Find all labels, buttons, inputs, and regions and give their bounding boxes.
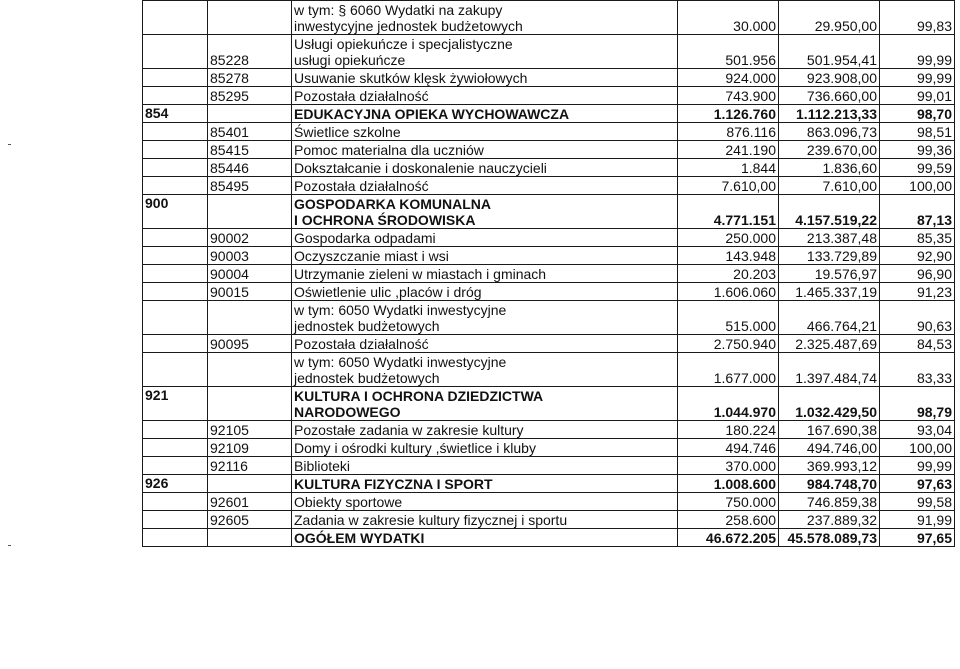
executed-cell: 2.325.487,69 bbox=[779, 335, 880, 353]
table-row bbox=[143, 141, 955, 159]
expenditure-table bbox=[142, 0, 955, 547]
executed-cell: 4.157.519,22 bbox=[779, 195, 880, 229]
dzial-cell bbox=[143, 1, 208, 35]
table-row bbox=[143, 177, 955, 195]
executed-cell: 239.670,00 bbox=[779, 141, 880, 159]
description-cell bbox=[292, 195, 678, 229]
description-line: Usługi opiekuńcze i specjalistyczne bbox=[294, 36, 513, 52]
table-row bbox=[143, 439, 955, 457]
description-line: Pozostałe zadania w zakresie kultury bbox=[294, 422, 524, 438]
dzial-cell: 921 bbox=[143, 387, 208, 421]
plan-cell: 1.677.000 bbox=[678, 353, 779, 387]
executed-cell: 501.954,41 bbox=[779, 35, 880, 69]
rozdzial-cell: 85446 bbox=[208, 159, 292, 177]
percent-cell: 99,36 bbox=[880, 141, 955, 159]
plan-cell: 4.771.151 bbox=[678, 195, 779, 229]
rozdzial-cell: 90002 bbox=[208, 229, 292, 247]
description-cell bbox=[292, 301, 678, 335]
dzial-cell bbox=[143, 457, 208, 475]
rozdzial-cell: 92109 bbox=[208, 439, 292, 457]
table-row bbox=[143, 511, 955, 529]
description-cell bbox=[292, 87, 678, 105]
executed-cell: 746.859,38 bbox=[779, 493, 880, 511]
description-cell bbox=[292, 35, 678, 69]
rozdzial-cell: 92601 bbox=[208, 493, 292, 511]
percent-cell: 92,90 bbox=[880, 247, 955, 265]
executed-cell: 167.690,38 bbox=[779, 421, 880, 439]
description-line: Pomoc materialna dla uczniów bbox=[294, 142, 484, 158]
executed-cell: 133.729,89 bbox=[779, 247, 880, 265]
executed-cell: 1.112.213,33 bbox=[779, 105, 880, 123]
executed-cell: 863.096,73 bbox=[779, 123, 880, 141]
table-row bbox=[143, 421, 955, 439]
dzial-cell bbox=[143, 159, 208, 177]
plan-cell: 250.000 bbox=[678, 229, 779, 247]
rozdzial-cell: 85495 bbox=[208, 177, 292, 195]
executed-cell: 736.660,00 bbox=[779, 87, 880, 105]
plan-cell: 515.000 bbox=[678, 301, 779, 335]
plan-cell: 1.008.600 bbox=[678, 475, 779, 493]
rozdzial-cell: 90015 bbox=[208, 283, 292, 301]
description-line: inwestycyjne jednostek budżetowych bbox=[294, 18, 523, 34]
executed-cell: 1.836,60 bbox=[779, 159, 880, 177]
section-row bbox=[143, 105, 955, 123]
description-line: Usuwanie skutków klęsk żywiołowych bbox=[294, 70, 528, 86]
executed-cell: 213.387,48 bbox=[779, 229, 880, 247]
percent-cell: 99,01 bbox=[880, 87, 955, 105]
description-line: Oświetlenie ulic ,placów i dróg bbox=[294, 284, 482, 300]
description-line: Oczyszczanie miast i wsi bbox=[294, 248, 449, 264]
percent-cell: 97,65 bbox=[880, 529, 955, 547]
percent-cell: 99,59 bbox=[880, 159, 955, 177]
dzial-cell bbox=[143, 511, 208, 529]
executed-cell: 923.908,00 bbox=[779, 69, 880, 87]
description-cell bbox=[292, 159, 678, 177]
dzial-cell bbox=[143, 265, 208, 283]
description-line: Utrzymanie zieleni w miastach i gminach bbox=[294, 266, 547, 282]
executed-cell: 1.465.337,19 bbox=[779, 283, 880, 301]
detail-row bbox=[143, 353, 955, 387]
dzial-cell bbox=[143, 87, 208, 105]
description-cell bbox=[292, 439, 678, 457]
description-line: Obiekty sportowe bbox=[294, 494, 403, 510]
description-cell bbox=[292, 123, 678, 141]
dzial-cell bbox=[143, 353, 208, 387]
rozdzial-cell bbox=[208, 1, 292, 35]
dzial-cell: 854 bbox=[143, 105, 208, 123]
percent-cell: 93,04 bbox=[880, 421, 955, 439]
executed-cell: 1.032.429,50 bbox=[779, 387, 880, 421]
plan-cell: 180.224 bbox=[678, 421, 779, 439]
description-line: w tym: 6050 Wydatki inwestycyjne bbox=[294, 354, 507, 370]
rozdzial-cell: 92105 bbox=[208, 421, 292, 439]
detail-row bbox=[143, 301, 955, 335]
description-cell bbox=[292, 457, 678, 475]
table-row bbox=[143, 87, 955, 105]
rozdzial-cell: 85278 bbox=[208, 69, 292, 87]
description-cell bbox=[292, 511, 678, 529]
table-row bbox=[143, 283, 955, 301]
description-cell bbox=[292, 475, 678, 493]
rozdzial-cell: 90095 bbox=[208, 335, 292, 353]
rozdzial-cell bbox=[208, 475, 292, 493]
description-line: KULTURA FIZYCZNA I SPORT bbox=[294, 476, 493, 492]
section-row bbox=[143, 195, 955, 229]
plan-cell: 258.600 bbox=[678, 511, 779, 529]
scan-mark bbox=[8, 144, 11, 145]
percent-cell: 99,99 bbox=[880, 35, 955, 69]
dzial-cell bbox=[143, 123, 208, 141]
plan-cell: 1.044.970 bbox=[678, 387, 779, 421]
description-line: Pozostała działalność bbox=[294, 88, 429, 104]
executed-cell: 494.746,00 bbox=[779, 439, 880, 457]
rozdzial-cell: 85401 bbox=[208, 123, 292, 141]
percent-cell: 91,23 bbox=[880, 283, 955, 301]
description-line: KULTURA I OCHRONA DZIEDZICTWA bbox=[294, 388, 544, 404]
percent-cell: 87,13 bbox=[880, 195, 955, 229]
plan-cell: 143.948 bbox=[678, 247, 779, 265]
executed-cell: 237.889,32 bbox=[779, 511, 880, 529]
plan-cell: 501.956 bbox=[678, 35, 779, 69]
plan-cell: 370.000 bbox=[678, 457, 779, 475]
description-cell bbox=[292, 105, 678, 123]
executed-cell: 984.748,70 bbox=[779, 475, 880, 493]
executed-cell: 466.764,21 bbox=[779, 301, 880, 335]
rozdzial-cell bbox=[208, 301, 292, 335]
percent-cell: 97,63 bbox=[880, 475, 955, 493]
dzial-cell bbox=[143, 439, 208, 457]
description-cell bbox=[292, 529, 678, 547]
table-row bbox=[143, 35, 955, 69]
rozdzial-cell bbox=[208, 387, 292, 421]
percent-cell: 83,33 bbox=[880, 353, 955, 387]
description-line: OGÓŁEM WYDATKI bbox=[294, 530, 425, 546]
description-line: Pozostała działalność bbox=[294, 336, 429, 352]
percent-cell: 85,35 bbox=[880, 229, 955, 247]
description-line: EDUKACYJNA OPIEKA WYCHOWAWCZA bbox=[294, 106, 570, 122]
rozdzial-cell: 90004 bbox=[208, 265, 292, 283]
description-cell bbox=[292, 493, 678, 511]
dzial-cell bbox=[143, 283, 208, 301]
plan-cell: 241.190 bbox=[678, 141, 779, 159]
description-line: I OCHRONA ŚRODOWISKA bbox=[294, 212, 476, 228]
table-row bbox=[143, 457, 955, 475]
percent-cell: 98,51 bbox=[880, 123, 955, 141]
dzial-cell bbox=[143, 493, 208, 511]
percent-cell: 90,63 bbox=[880, 301, 955, 335]
table-row bbox=[143, 493, 955, 511]
description-cell bbox=[292, 387, 678, 421]
dzial-cell: 926 bbox=[143, 475, 208, 493]
rozdzial-cell: 85415 bbox=[208, 141, 292, 159]
description-line: Domy i ośrodki kultury ,świetlice i kluby bbox=[294, 440, 536, 456]
plan-cell: 924.000 bbox=[678, 69, 779, 87]
percent-cell: 99,99 bbox=[880, 69, 955, 87]
percent-cell: 100,00 bbox=[880, 439, 955, 457]
percent-cell: 99,99 bbox=[880, 457, 955, 475]
section-row bbox=[143, 475, 955, 493]
description-cell bbox=[292, 1, 678, 35]
detail-row bbox=[143, 1, 955, 35]
expenditure-table-body bbox=[143, 1, 955, 547]
plan-cell: 1.844 bbox=[678, 159, 779, 177]
table-row bbox=[143, 69, 955, 87]
executed-cell: 19.576,97 bbox=[779, 265, 880, 283]
description-cell bbox=[292, 283, 678, 301]
description-line: Dokształcanie i doskonalenie nauczycieli bbox=[294, 160, 547, 176]
scan-mark bbox=[8, 545, 11, 546]
description-line: Świetlice szkolne bbox=[294, 124, 401, 140]
rozdzial-cell bbox=[208, 195, 292, 229]
dzial-cell bbox=[143, 141, 208, 159]
table-row bbox=[143, 265, 955, 283]
plan-cell: 750.000 bbox=[678, 493, 779, 511]
rozdzial-cell: 92116 bbox=[208, 457, 292, 475]
description-cell bbox=[292, 421, 678, 439]
description-cell bbox=[292, 141, 678, 159]
description-line: Biblioteki bbox=[294, 458, 351, 474]
table-row bbox=[143, 229, 955, 247]
plan-cell: 494.746 bbox=[678, 439, 779, 457]
plan-cell: 7.610,00 bbox=[678, 177, 779, 195]
executed-cell: 45.578.089,73 bbox=[779, 529, 880, 547]
description-cell bbox=[292, 69, 678, 87]
description-line: Gospodarka odpadami bbox=[294, 230, 436, 246]
percent-cell: 99,83 bbox=[880, 1, 955, 35]
table-row bbox=[143, 247, 955, 265]
section-row bbox=[143, 529, 955, 547]
percent-cell: 99,58 bbox=[880, 493, 955, 511]
dzial-cell bbox=[143, 529, 208, 547]
table-row bbox=[143, 123, 955, 141]
percent-cell: 91,99 bbox=[880, 511, 955, 529]
rozdzial-cell bbox=[208, 353, 292, 387]
description-line: w tym: 6050 Wydatki inwestycyjne bbox=[294, 302, 507, 318]
table-row bbox=[143, 335, 955, 353]
percent-cell: 96,90 bbox=[880, 265, 955, 283]
executed-cell: 7.610,00 bbox=[779, 177, 880, 195]
description-line: jednostek budżetowych bbox=[294, 318, 440, 334]
plan-cell: 743.900 bbox=[678, 87, 779, 105]
percent-cell: 84,53 bbox=[880, 335, 955, 353]
description-cell bbox=[292, 247, 678, 265]
description-line: usługi opiekuńcze bbox=[294, 52, 406, 68]
dzial-cell bbox=[143, 301, 208, 335]
description-cell bbox=[292, 229, 678, 247]
dzial-cell bbox=[143, 35, 208, 69]
plan-cell: 2.750.940 bbox=[678, 335, 779, 353]
section-row bbox=[143, 387, 955, 421]
dzial-cell bbox=[143, 69, 208, 87]
plan-cell: 1.606.060 bbox=[678, 283, 779, 301]
plan-cell: 20.203 bbox=[678, 265, 779, 283]
executed-cell: 29.950,00 bbox=[779, 1, 880, 35]
description-line: Zadania w zakresie kultury fizycznej i sportu bbox=[294, 512, 568, 528]
description-cell bbox=[292, 335, 678, 353]
description-line: jednostek budżetowych bbox=[294, 370, 440, 386]
dzial-cell bbox=[143, 177, 208, 195]
table-row bbox=[143, 159, 955, 177]
dzial-cell: 900 bbox=[143, 195, 208, 229]
dzial-cell bbox=[143, 247, 208, 265]
plan-cell: 46.672.205 bbox=[678, 529, 779, 547]
rozdzial-cell bbox=[208, 105, 292, 123]
rozdzial-cell: 85228 bbox=[208, 35, 292, 69]
description-line: GOSPODARKA KOMUNALNA bbox=[294, 196, 492, 212]
plan-cell: 1.126.760 bbox=[678, 105, 779, 123]
dzial-cell bbox=[143, 421, 208, 439]
percent-cell: 98,79 bbox=[880, 387, 955, 421]
rozdzial-cell: 90003 bbox=[208, 247, 292, 265]
dzial-cell bbox=[143, 335, 208, 353]
percent-cell: 98,70 bbox=[880, 105, 955, 123]
executed-cell: 1.397.484,74 bbox=[779, 353, 880, 387]
rozdzial-cell bbox=[208, 529, 292, 547]
plan-cell: 30.000 bbox=[678, 1, 779, 35]
executed-cell: 369.993,12 bbox=[779, 457, 880, 475]
description-line: NARODOWEGO bbox=[294, 404, 401, 420]
description-line: w tym: § 6060 Wydatki na zakupy bbox=[294, 2, 503, 18]
plan-cell: 876.116 bbox=[678, 123, 779, 141]
description-line: Pozostała działalność bbox=[294, 178, 429, 194]
dzial-cell bbox=[143, 229, 208, 247]
rozdzial-cell: 85295 bbox=[208, 87, 292, 105]
rozdzial-cell: 92605 bbox=[208, 511, 292, 529]
description-cell bbox=[292, 265, 678, 283]
percent-cell: 100,00 bbox=[880, 177, 955, 195]
description-cell bbox=[292, 353, 678, 387]
description-cell bbox=[292, 177, 678, 195]
